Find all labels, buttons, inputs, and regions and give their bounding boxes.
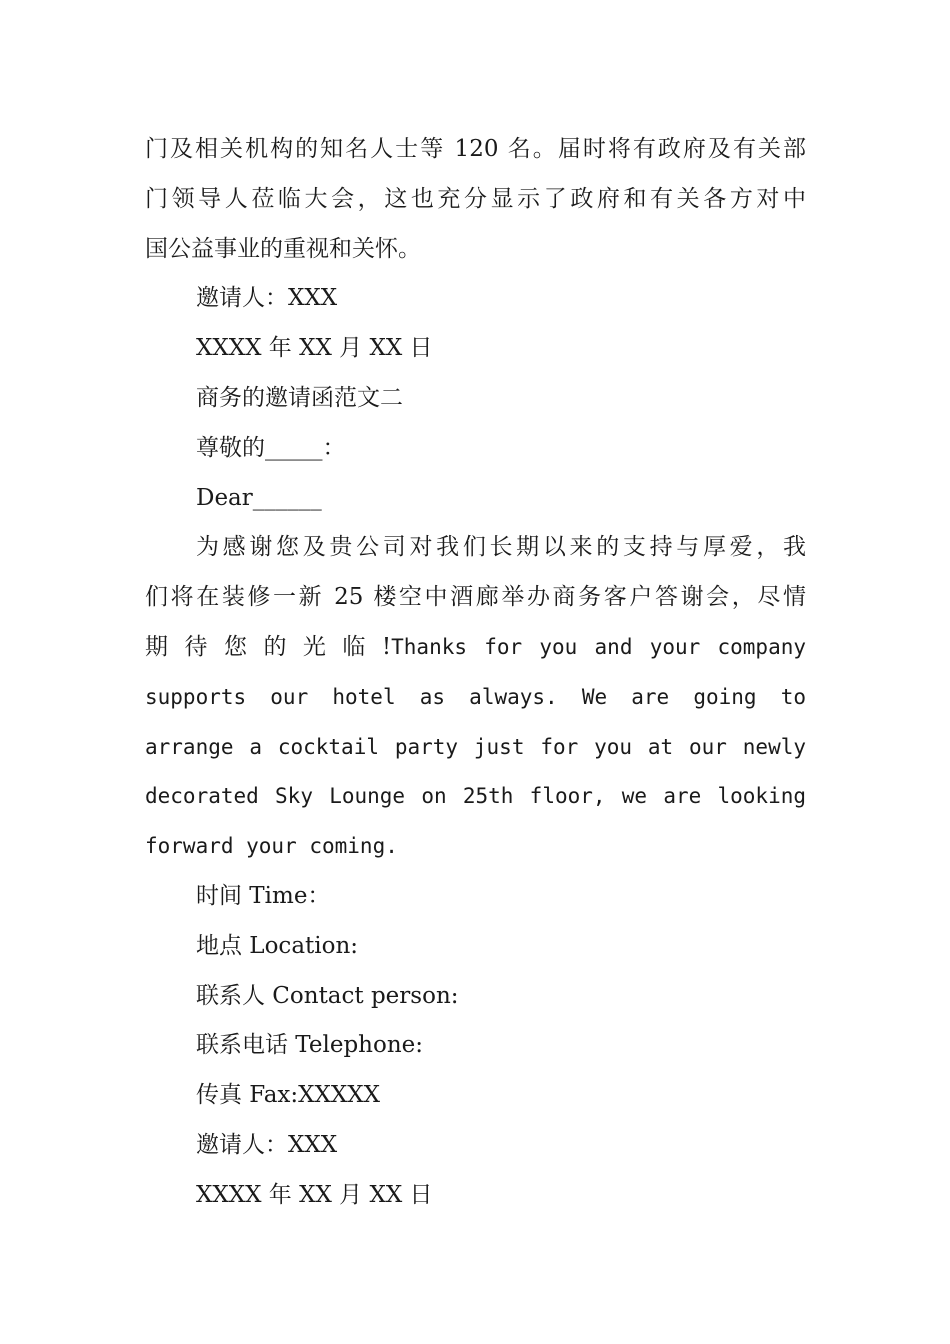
field-telephone: 联系电话 Telephone:: [196, 1032, 424, 1059]
paragraph-1-line-3: 国公益事业的重视和关怀。: [145, 235, 421, 262]
field-fax: 传真 Fax:XXXXX: [196, 1082, 381, 1109]
date-line-2: XXXX 年 XX 月 XX 日: [196, 1181, 433, 1208]
field-contact-person: 联系人 Contact person:: [196, 982, 459, 1009]
inviter-line-2: 邀请人：XXX: [196, 1131, 338, 1158]
field-time: 时间 Time：: [196, 882, 331, 909]
paragraph-2-line-3-chinese: 期 待 您 的 光 临 !: [145, 633, 392, 660]
paragraph-2-line-6: decorated Sky Lounge on 25th floor, we are looking: [145, 784, 806, 809]
document-body: [145, 125, 806, 1221]
salutation-english: Dear______: [196, 484, 322, 511]
paragraph-2-line-2: 们将在装修一新 25 楼空中酒廊举办商务客户答谢会，尽情: [145, 584, 806, 611]
paragraph-2-line-7: forward your coming.: [145, 834, 398, 859]
section-title: 商务的邀请函范文二: [196, 384, 403, 411]
paragraph-1-line-1: 门及相关机构的知名人士等 120 名。届时将有政府及有关部: [145, 136, 806, 162]
paragraph-2-line-3-english: Thanks for you and your company: [391, 634, 806, 659]
field-location: 地点 Location:: [196, 932, 359, 959]
salutation-chinese: 尊敬的_____：: [196, 434, 346, 461]
paragraph-2-line-4: supports our hotel as always. We are going to: [145, 684, 806, 709]
inviter-line-1: 邀请人：XXX: [196, 285, 338, 312]
paragraph-2-line-5: arrange a cocktail party just for you at our newly: [145, 734, 806, 759]
paragraph-2-line-1: 为感谢您及贵公司对我们长期以来的支持与厚爱，我: [196, 534, 806, 561]
paragraph-1-line-2: 门领导人莅临大会，这也充分显示了政府和有关各方对中: [145, 185, 806, 212]
paragraph-2-line-3: [145, 623, 806, 673]
date-line-1: XXXX 年 XX 月 XX 日: [196, 335, 433, 362]
